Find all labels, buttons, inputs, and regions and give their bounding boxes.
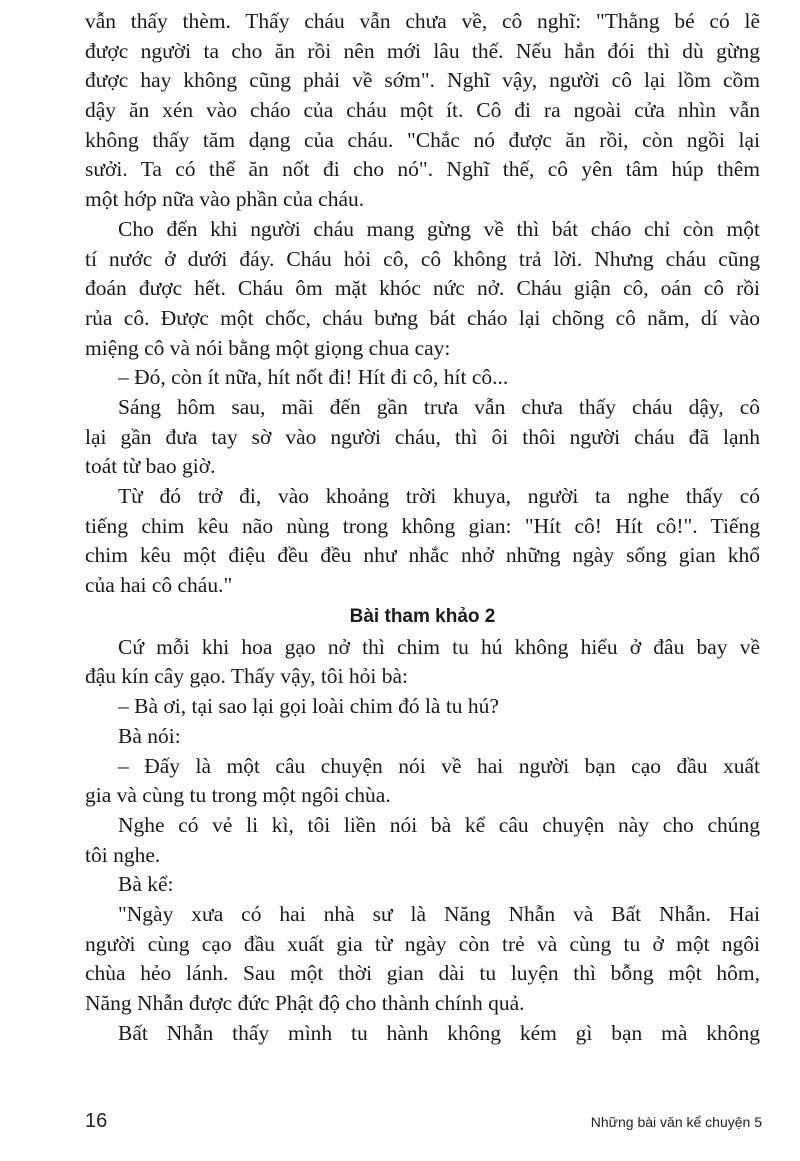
text-line: Từ đó trở đi, vào khoảng trời khuya, người ta nghe thấy có [118,484,760,508]
heading-text: Bài tham khảo 2 [349,605,496,627]
text-line: sưởi. Ta có thể ăn nốt đi cho nó". Nghĩ thế, cô yên tâm húp thêm [85,157,760,182]
paragraph [85,692,760,722]
text-line: rủa cô. Được một chốc, cháu bưng bát cháo lại chõng cô nằm, dí vào [85,305,760,330]
paragraph [85,722,760,752]
text-line: không thấy tăm dạng của cháu. "Chắc nó được ăn rồi, còn ngồi lại [85,127,760,152]
text-line: – Đấy là một câu chuyện nói về hai người bạn cạo đầu xuất [118,753,760,778]
text-line: vẫn thấy thèm. Thấy cháu vẫn chưa về, cô nghĩ: "Thằng bé có lẽ [85,9,760,33]
paragraph [85,482,760,601]
page-number: 16 [85,1110,108,1132]
text-line: đậu kín cây gạo. Thấy vậy, tôi hỏi bà: [85,664,409,689]
text-line: người cùng cạo đầu xuất gia từ ngày còn trẻ và cùng tu ở một ngôi [85,931,760,956]
text-line: toát từ bao giờ. [85,454,216,479]
text-line: tí nước ở dưới đáy. Cháu hỏi cô, cô không trả lời. Nhưng cháu cũng [85,246,760,271]
text-line: Bà nói: [118,723,181,748]
text-line: một hớp nữa vào phần của cháu. [85,187,365,212]
paragraph [85,633,760,692]
paragraph [85,811,760,870]
text-line: tiếng chim kêu não nùng trong không gian: "Hít cô! Hít cô!". Tiếng [85,513,760,538]
page-body [85,7,760,1048]
text-line: – Đó, còn ít nữa, hít nốt đi! Hít đi cô, hít cô... [118,365,509,390]
text-line: – Bà ơi, tại sao lại gọi loài chim đó là tu hú? [118,694,499,719]
text-line: đoán được hết. Cháu ôm mặt khóc nức nở. Cháu giận cô, oán cô rồi [85,276,760,301]
text-line: của hai cô cháu." [85,573,233,598]
running-title: Những bài văn kể chuyện 5 [590,1114,762,1130]
text-line: tôi nghe. [85,842,161,867]
paragraph [85,363,760,393]
text-line: chùa hẻo lánh. Sau một thời gian dài tu luyện thì bỗng một hôm, [85,961,760,986]
paragraph [85,393,760,482]
paragraph [85,752,760,811]
paragraph [85,870,760,900]
paragraph [85,1019,760,1049]
text-line: được hay không cũng phải về sớm". Nghĩ vậy, người cô lại lồm cồm [85,68,760,93]
text-line: "Ngày xưa có hai nhà sư là Năng Nhẫn và Bất Nhẫn. Hai [118,901,760,926]
section-heading [85,601,760,633]
text-line: Năng Nhẫn được đức Phật độ cho thành chính quả. [85,991,525,1015]
text-line: lại gần đưa tay sờ vào người cháu, thì ôi thôi người cháu đã lạnh [85,424,760,449]
text-line: Bất Nhẫn thấy mình tu hành không kém gì bạn mà không [118,1020,760,1045]
text-line: Cứ mỗi khi hoa gạo nở thì chim tu hú không hiểu ở đâu bay về [118,634,760,659]
text-line: Sáng hôm sau, mãi đến gần trưa vẫn chưa thấy cháu dậy, cô [118,394,760,419]
text-line: Nghe có vẻ li kì, tôi liền nói bà kể câu chuyện này cho chúng [118,812,760,837]
text-line: gia và cùng tu trong một ngôi chùa. [85,783,391,808]
text-line: dậy ăn xén vào cháo của cháu một ít. Cô đi ra ngoài cửa nhìn vẫn [85,98,760,123]
text-line: Bà kể: [118,872,174,897]
paragraph [85,7,760,215]
text-line: được người ta cho ăn rồi nên mới lâu thế. Nếu hắn đói thì dù gừng [85,38,760,63]
paragraph [85,900,760,1019]
paragraph [85,215,760,363]
text-line: chim kêu một điệu đều đều như nhắc nhở những ngày sống gian khổ [85,543,760,568]
text-line: miệng cô và nói bằng một giọng chua cay: [85,335,451,360]
text-line: Cho đến khi người cháu mang gừng về thì bát cháo chỉ còn một [118,216,760,241]
